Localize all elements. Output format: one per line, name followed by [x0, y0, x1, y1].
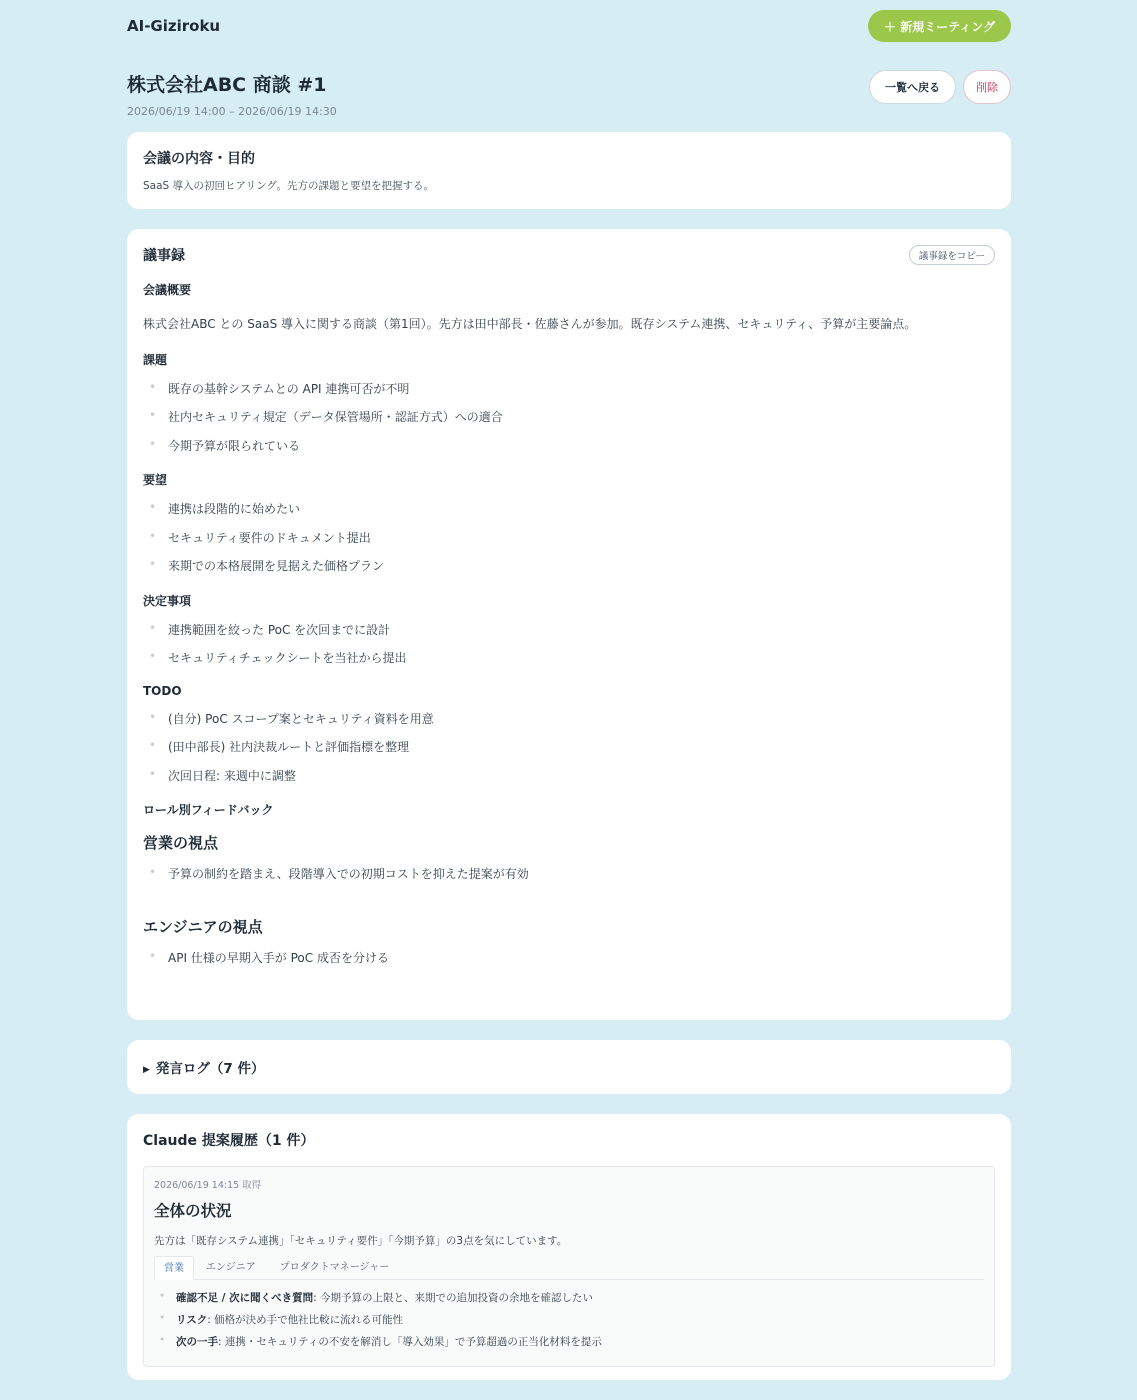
purpose-text: SaaS 導入の初回ヒアリング。先方の課題と要望を把握する。 [143, 180, 434, 192]
proposal-summary: 先方は「既存システム連携」「セキュリティ要件」「今期予算」の3点を気にしています。 [154, 1235, 568, 1247]
purpose-card [127, 132, 1011, 209]
decisions-list [143, 621, 995, 678]
minutes-card [127, 229, 1011, 1020]
list-item: • セキュリティチェックシートを当社から提出 [143, 649, 995, 678]
delete-button[interactable]: 削除 [963, 70, 1011, 104]
tab-product-manager[interactable]: プロダクトマネージャー [279, 1262, 390, 1273]
list-item [154, 1334, 984, 1356]
proposal-timestamp: 2026/06/19 14:15 取得 [154, 1180, 262, 1191]
proposal-points-list [154, 1290, 984, 1356]
proposal-item [143, 1166, 995, 1367]
purpose-heading: 会議の内容・目的 [143, 151, 255, 167]
meeting-header [127, 70, 1011, 132]
overview-heading: 会議概要 [143, 283, 192, 297]
sales-view-heading: 営業の視点 [143, 834, 219, 853]
list-item: • 既存の基幹システムとの API 連携可否が不明 [143, 380, 995, 409]
decisions-heading: 決定事項 [143, 593, 192, 608]
back-to-list-button[interactable]: 一覧へ戻る [869, 70, 956, 104]
list-item: • 予算の制約を踏まえ、段階導入での初期コストを抑えた提案が有効 [143, 865, 995, 894]
requests-list [143, 500, 995, 586]
point-label: 確認不足 / 次に聞くべき質問 [176, 1292, 314, 1304]
triangle-right-icon: ▶ [143, 1065, 150, 1075]
list-item: • 連携範囲を絞った PoC を次回までに設計 [143, 621, 995, 650]
list-item: • API 仕様の早期入手が PoC 成否を分ける [143, 949, 995, 978]
requests-heading: 要望 [143, 473, 168, 488]
proposal-history-card [127, 1114, 1011, 1380]
speech-log-label: 発言ログ（7 件） [155, 1061, 265, 1077]
engineer-points-list [143, 949, 995, 978]
feedback-heading: ロール別フィードバック [143, 803, 274, 818]
todo-list [143, 710, 995, 796]
todo-heading: TODO [143, 683, 182, 698]
speech-log-toggle[interactable] [143, 1057, 265, 1077]
point-text: : 価格が決め手で他社比較に流れる可能性 [207, 1314, 404, 1326]
tab-sales[interactable]: 営業 [154, 1256, 194, 1280]
meeting-datetime: 2026/06/19 14:00 – 2026/06/19 14:30 [127, 105, 337, 118]
page-container [127, 0, 1011, 1380]
list-item [154, 1312, 984, 1334]
role-tabs [154, 1256, 984, 1280]
new-meeting-button[interactable]: ＋ 新規ミーティング [868, 10, 1011, 42]
app-name: AI-Giziroku [127, 17, 221, 35]
page-title: 株式会社ABC 商談 #1 [127, 74, 327, 96]
point-label: 次の一手 [176, 1336, 218, 1348]
sales-points-list [143, 865, 995, 894]
point-label: リスク [176, 1314, 208, 1326]
top-bar [127, 0, 1011, 52]
speech-log-card[interactable] [127, 1040, 1011, 1094]
proposal-title: 全体の状況 [154, 1202, 232, 1220]
engineer-view-heading: エンジニアの視点 [143, 917, 263, 936]
header-actions [869, 70, 1011, 132]
list-item: • セキュリティ要件のドキュメント提出 [143, 529, 995, 558]
issues-list [143, 380, 995, 466]
minutes-heading: 議事録 [143, 248, 185, 264]
list-item: • 次回日程: 来週中に調整 [143, 767, 995, 796]
tab-engineer[interactable]: エンジニア [206, 1262, 256, 1273]
point-text: : 今期予算の上限と、来期での追加投資の余地を確認したい [313, 1292, 594, 1304]
list-item: • 来期での本格展開を見据えた価格プラン [143, 557, 995, 586]
list-item: • (田中部長) 社内決裁ルートと評価指標を整理 [143, 738, 995, 767]
point-text: : 連携・セキュリティの不安を解消し「導入効果」で予算超過の正当化材料を提示 [218, 1336, 602, 1348]
list-item: • 連携は段階的に始めたい [143, 500, 995, 529]
list-item: • 今期予算が限られている [143, 437, 995, 466]
copy-minutes-button[interactable]: 議事録をコピー [909, 245, 995, 265]
list-item: • (自分) PoC スコープ案とセキュリティ資料を用意 [143, 710, 995, 739]
issues-heading: 課題 [143, 352, 168, 367]
list-item: • 社内セキュリティ規定（データ保管場所・認証方式）への適合 [143, 408, 995, 437]
overview-text: 株式会社ABC との SaaS 導入に関する商談（第1回）。先方は田中部長・佐藤さんが参加。既存システム連携、セキュリティ、予算が主要論点。 [143, 317, 917, 331]
proposal-history-heading: Claude 提案履歴（1 件） [143, 1133, 315, 1149]
list-item [154, 1290, 984, 1312]
